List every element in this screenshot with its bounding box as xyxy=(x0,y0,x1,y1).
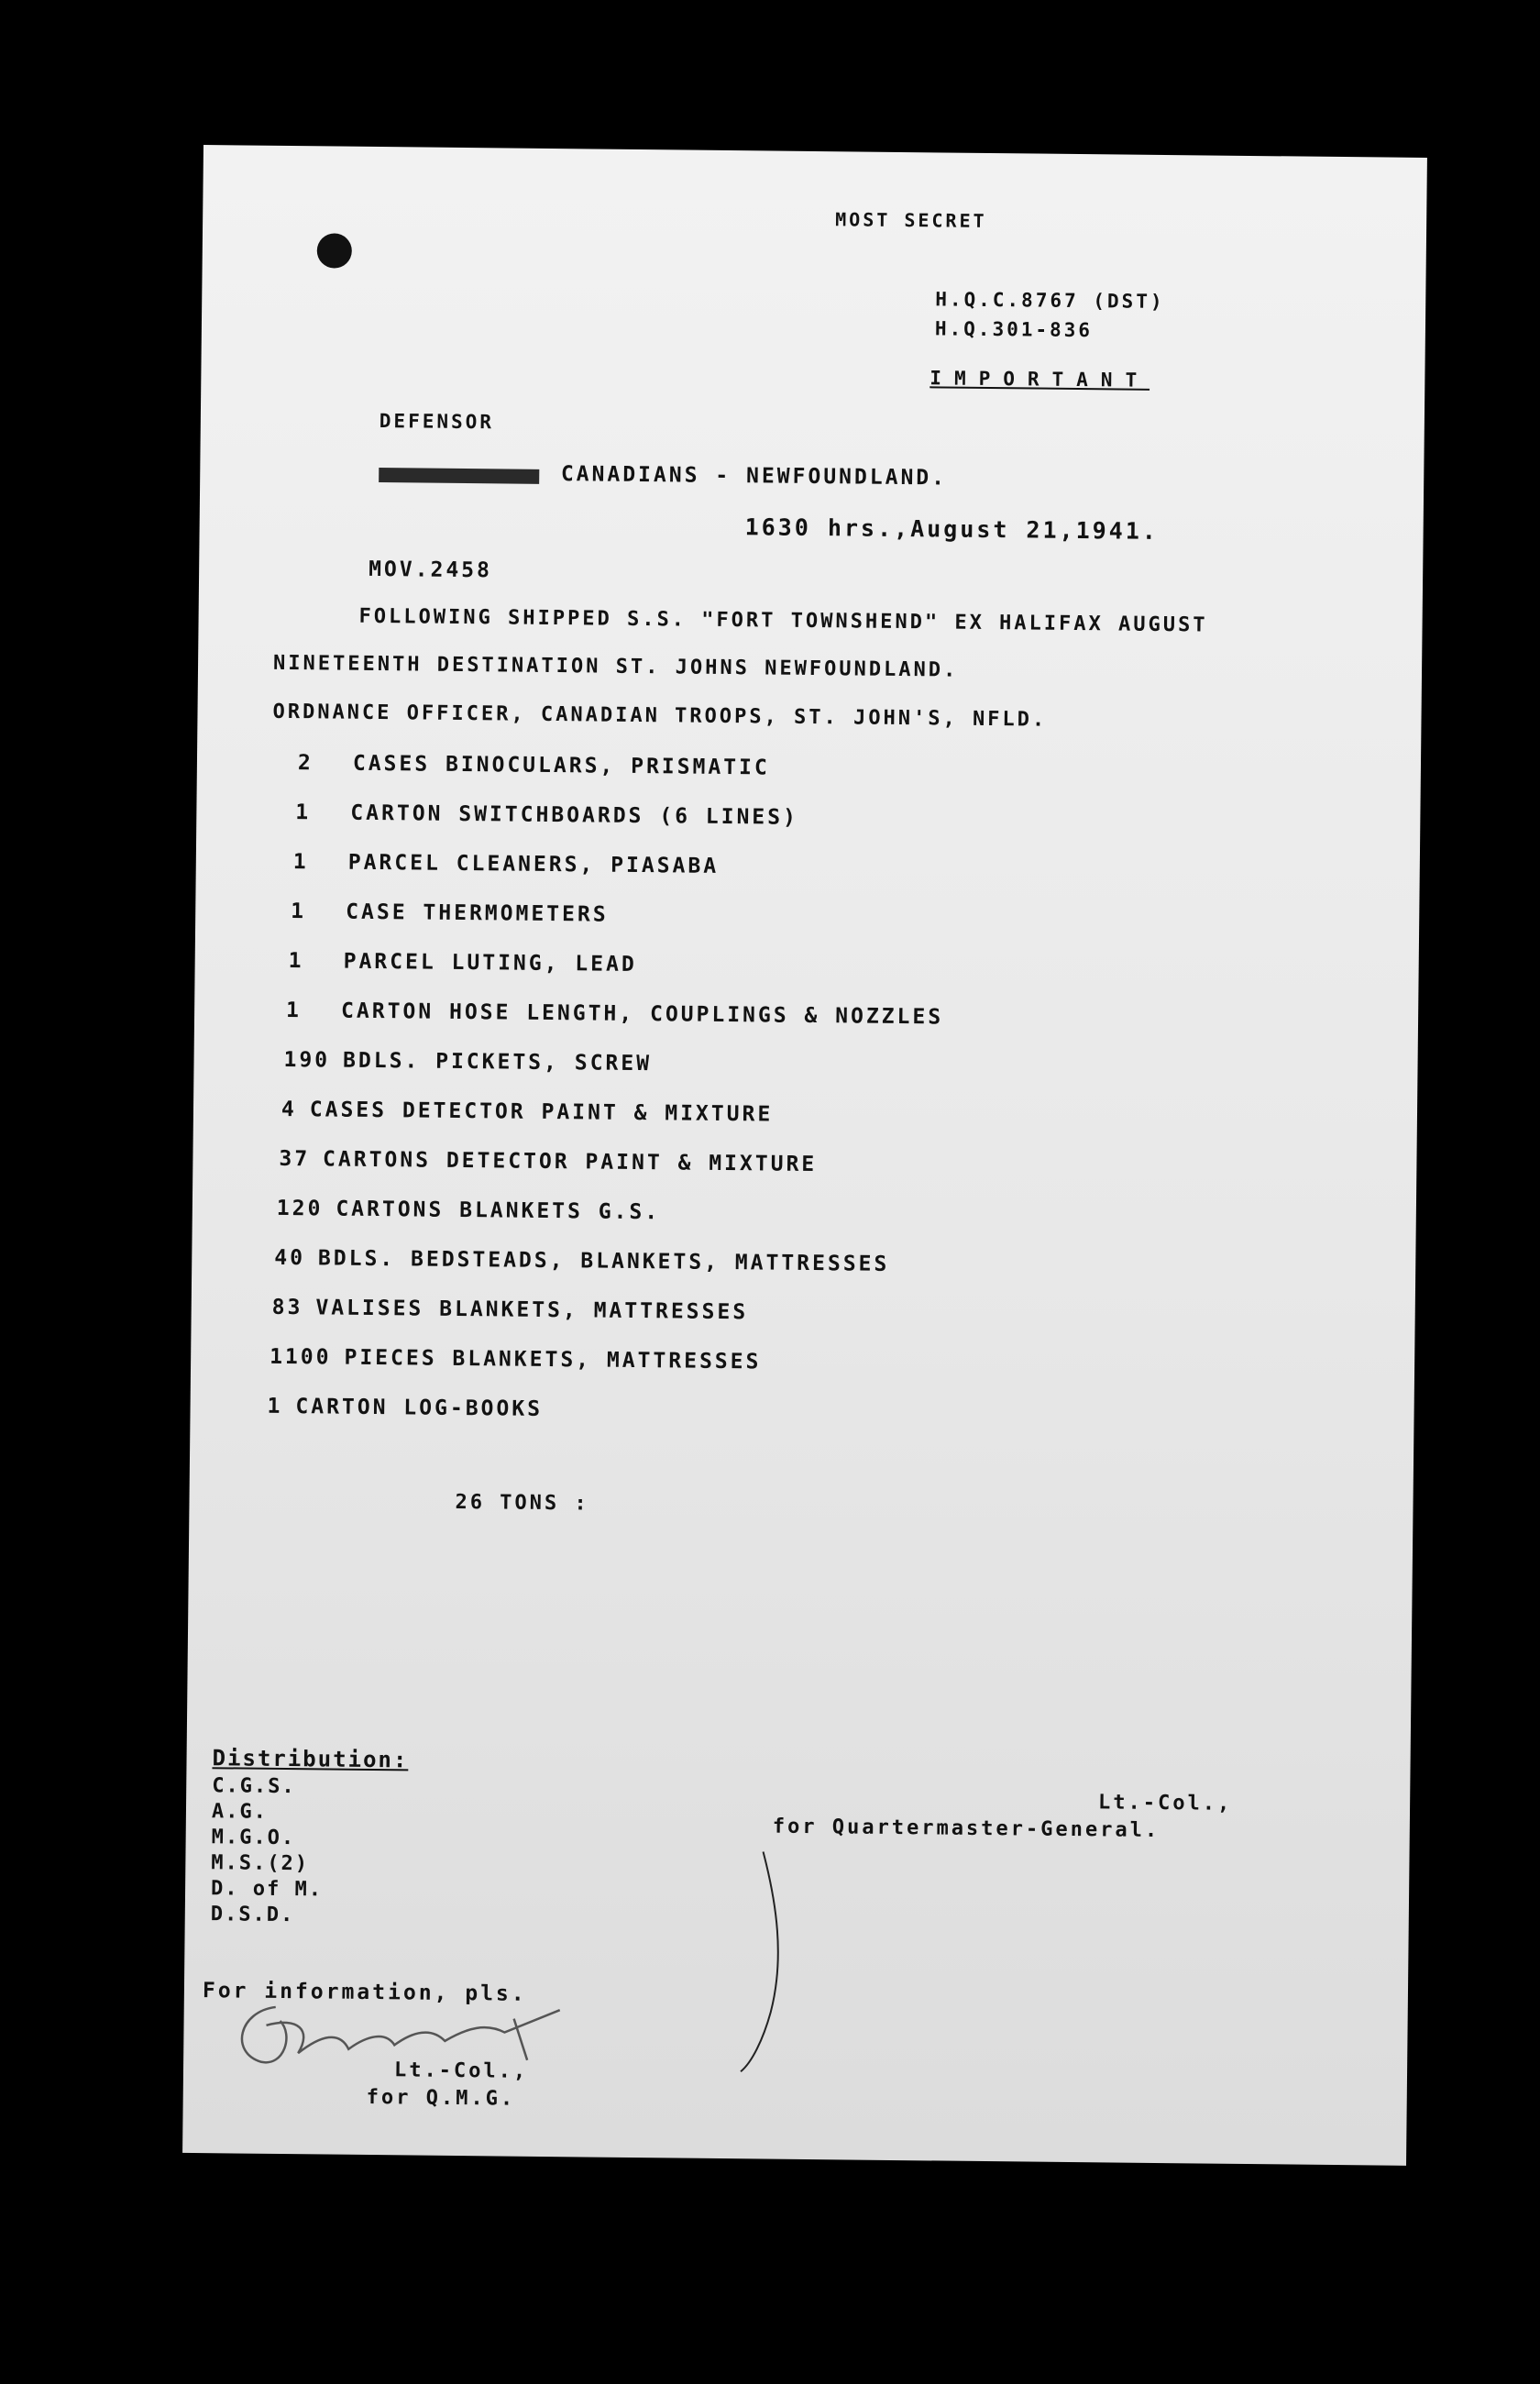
signature-stroke-right xyxy=(733,1847,800,2077)
subject-text: CANADIANS - NEWFOUNDLAND. xyxy=(560,462,948,491)
distribution-entry: M.G.O. xyxy=(211,1826,296,1850)
list-item xyxy=(286,999,943,1030)
total-weight: 26 TONS : xyxy=(455,1490,589,1516)
item-desc: BDLS. BEDSTEADS, BLANKETS, MATTRESSES xyxy=(317,1246,890,1276)
distribution-block xyxy=(211,1742,409,1929)
date-time: 1630 hrs.,August 21,1941. xyxy=(744,513,1160,545)
item-desc: CARTON LOG-BOOKS xyxy=(295,1395,544,1421)
item-desc: CASES BINOCULARS, PRISMATIC xyxy=(352,751,770,780)
distribution-entry: C.G.S. xyxy=(212,1774,296,1799)
list-item xyxy=(277,1197,661,1224)
list-item xyxy=(270,1345,762,1374)
item-qty: 1 xyxy=(292,850,309,875)
list-item xyxy=(274,1246,889,1276)
body-line-3: ORDNANCE OFFICER, CANADIAN TROOPS, ST. JOHN'S, NFLD. xyxy=(272,700,1048,732)
list-item xyxy=(281,1098,774,1127)
item-qty: 1 xyxy=(295,800,312,825)
list-item xyxy=(291,900,609,927)
redaction-strike xyxy=(379,468,539,484)
item-qty: 1 xyxy=(291,900,307,924)
item-qty: 1 xyxy=(267,1394,283,1418)
item-qty: 1100 xyxy=(270,1344,332,1370)
item-desc: CARTON SWITCHBOARDS (6 LINES) xyxy=(350,800,799,830)
distribution-entry: A.G. xyxy=(211,1800,269,1824)
item-qty: 190 xyxy=(283,1047,331,1073)
list-item xyxy=(272,1296,749,1324)
item-qty: 4 xyxy=(280,1097,297,1122)
item-qty: 120 xyxy=(276,1196,324,1221)
item-desc: CASES DETECTOR PAINT & MIXTURE xyxy=(309,1098,774,1127)
item-desc: CARTON HOSE LENGTH, COUPLINGS & NOZZLES xyxy=(340,999,944,1030)
reference-number-1: H.Q.C.8767 (DST) xyxy=(935,288,1165,313)
list-item xyxy=(279,1147,817,1176)
item-desc: CARTONS DETECTOR PAINT & MIXTURE xyxy=(322,1147,818,1177)
item-qty: 83 xyxy=(271,1295,303,1320)
item-qty: 1 xyxy=(288,949,304,974)
signature-rank-left: Lt.-Col., xyxy=(393,2058,529,2083)
signature-rank-right: Lt.-Col., xyxy=(1097,1791,1233,1816)
body-line-1: FOLLOWING SHIPPED S.S. "FORT TOWNSHEND" EX HALIFAX AUGUST xyxy=(358,604,1208,637)
list-item xyxy=(295,800,798,830)
distribution-entry: M.S.(2) xyxy=(211,1851,310,1876)
subject-line xyxy=(379,460,947,490)
for-information-note: For information, pls. xyxy=(202,1979,527,2006)
punch-hole xyxy=(317,233,352,268)
body-line-2: NINETEENTH DESTINATION ST. JOHNS NEWFOUNDLAND. xyxy=(272,651,959,682)
list-item xyxy=(283,1048,652,1076)
item-qty: 40 xyxy=(274,1245,306,1271)
item-qty: 1 xyxy=(285,998,302,1023)
list-item xyxy=(293,850,720,878)
item-desc: BDLS. PICKETS, SCREW xyxy=(342,1048,653,1076)
signature-for-right: for Quartermaster-General. xyxy=(772,1815,1160,1843)
distribution-entry: D.S.D. xyxy=(210,1903,295,1927)
classification: MOST SECRET xyxy=(835,208,987,232)
reference-number-2: H.Q.301-836 xyxy=(934,317,1094,342)
list-item xyxy=(298,751,770,779)
list-item xyxy=(289,949,637,977)
item-desc: PIECES BLANKETS, MATTRESSES xyxy=(344,1345,762,1374)
item-desc: CASE THERMOMETERS xyxy=(346,900,609,927)
message-number: MOV.2458 xyxy=(368,557,493,583)
distribution-heading: Distribution: xyxy=(212,1745,409,1773)
item-qty: 37 xyxy=(279,1146,311,1172)
item-desc: PARCEL LUTING, LEAD xyxy=(343,949,637,977)
item-desc: VALISES BLANKETS, MATTRESSES xyxy=(315,1296,749,1325)
signature-for-left: for Q.M.G. xyxy=(366,2085,516,2111)
item-qty: 2 xyxy=(297,751,314,776)
item-desc: CARTONS BLANKETS G.S. xyxy=(336,1197,661,1225)
priority-marking: IMPORTANT xyxy=(930,367,1150,392)
addressee: DEFENSOR xyxy=(379,410,495,434)
distribution-entry: D. of M. xyxy=(210,1877,324,1902)
item-desc: PARCEL CLEANERS, PIASABA xyxy=(347,850,720,878)
document-sheet xyxy=(182,145,1427,2166)
list-item xyxy=(267,1395,543,1421)
